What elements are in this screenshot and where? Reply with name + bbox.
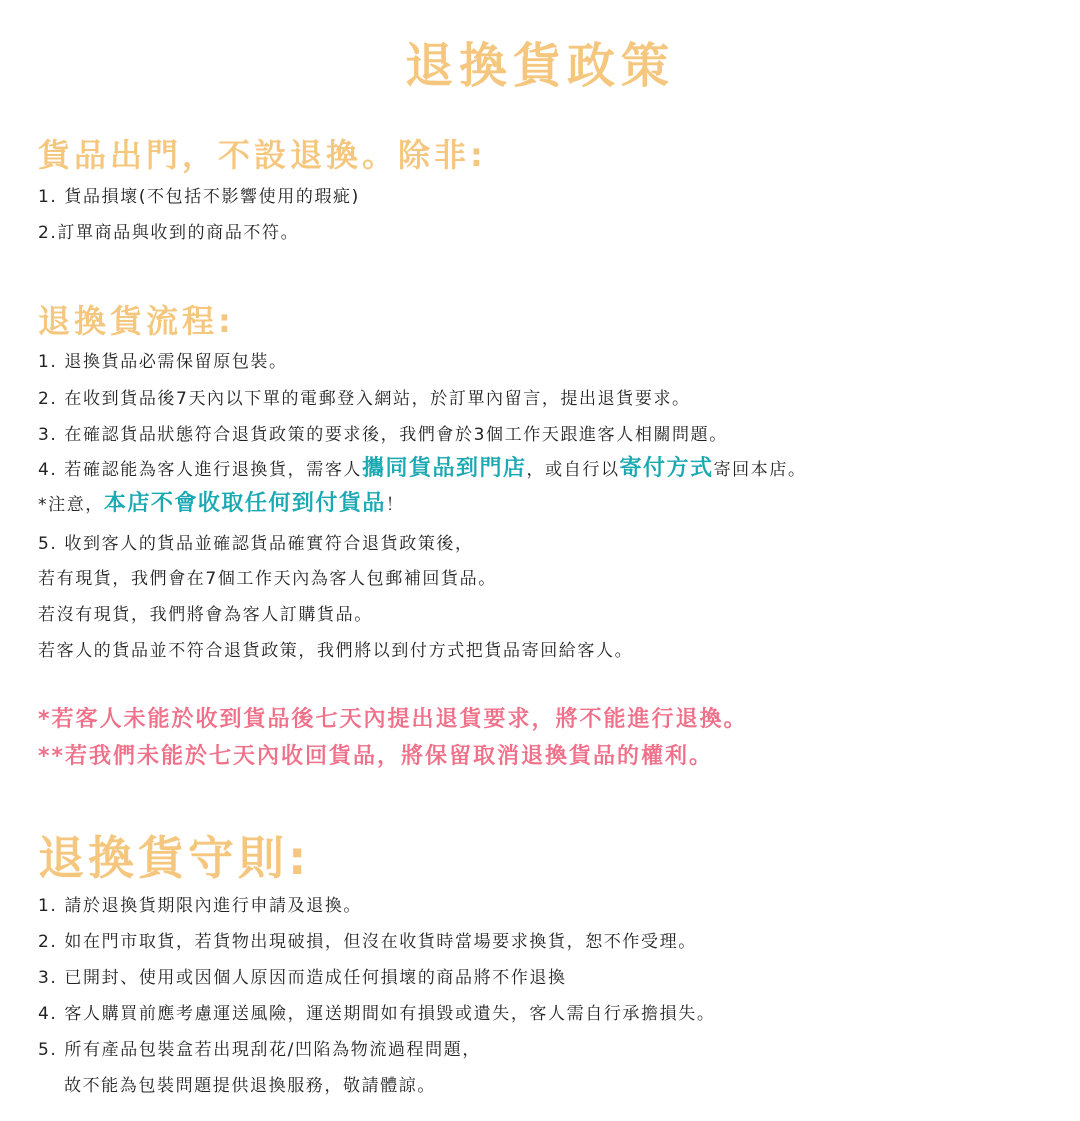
mail-back-highlight: 寄付方式 (619, 456, 714, 481)
no-cod-highlight: 本店不會收取任何到付貨品 (103, 491, 386, 516)
no-return-heading: 貨品出門，不設退換。除非: (38, 136, 487, 174)
process-item-5: 5. 收到客人的貨品並確認貨品確實符合退貨政策後， (38, 534, 474, 554)
process-item-4-text-a: 4. 若確認能為客人進行退換貨，需客人 (38, 460, 363, 480)
rule-item-5-continued: 故不能為包裝問題提供退換服務，敬請體諒。 (64, 1076, 436, 1096)
rule-item-3: 3. 已開封、使用或因個人原因而造成任何損壞的商品將不作退換 (38, 968, 567, 988)
no-return-item-2: 2.訂單商品與收到的商品不符。 (38, 223, 300, 243)
cod-notice-suffix: ！ (385, 495, 405, 515)
no-return-item-1: 1. 貨品損壞(不包括不影響使用的瑕疵) (38, 187, 360, 207)
process-item-2: 2. 在收到貨品後7天內以下單的電郵登入網站，於訂單內留言，提出退貨要求。 (38, 389, 691, 409)
rule-item-2: 2. 如在門市取貨，若貨物出現破損，但沒在收貨時當場要求換貨，恕不作受理。 (38, 932, 697, 952)
process-heading: 退換貨流程: (38, 302, 235, 340)
cod-notice-prefix: *注意， (38, 495, 104, 515)
process-item-4 (38, 457, 807, 482)
process-item-5-no-stock: 若沒有現貨，我們將會為客人訂購貨品。 (38, 605, 373, 625)
warning-seven-day-request: *若客人未能於收到貨品後七天內提出退貨要求，將不能進行退換。 (38, 707, 748, 732)
bring-to-store-highlight: 攜同貨品到門店 (362, 456, 527, 481)
process-item-4-text-c: 寄回本店。 (713, 460, 807, 480)
warning-seven-day-receipt: **若我們未能於七天內收回貨品，將保留取消退換貨品的權利。 (38, 744, 714, 769)
process-item-3: 3. 在確認貨品狀態符合退貨政策的要求後，我們會於3個工作天跟進客人相關問題。 (38, 425, 728, 445)
process-item-1: 1. 退換貨品必需保留原包裝。 (38, 352, 288, 372)
rule-item-4: 4. 客人購買前應考慮運送風險，運送期間如有損毀或遺失，客人需自行承擔損失。 (38, 1004, 716, 1024)
rules-heading: 退換貨守則: (38, 831, 311, 885)
process-item-5-stock: 若有現貨，我們會在7個工作天內為客人包郵補回貨品。 (38, 569, 497, 589)
process-item-4-text-b: ，或自行以 (526, 460, 620, 480)
rule-item-5: 5. 所有產品包裝盒若出現刮花/凹陷為物流過程問題， (38, 1040, 481, 1060)
process-item-5-not-eligible: 若客人的貨品並不符合退貨政策，我們將以到付方式把貨品寄回給客人。 (38, 641, 634, 661)
cod-notice (38, 492, 405, 517)
rule-item-1: 1. 請於退換貨期限內進行申請及退換。 (38, 896, 363, 916)
page-title: 退換貨政策 (404, 38, 675, 94)
